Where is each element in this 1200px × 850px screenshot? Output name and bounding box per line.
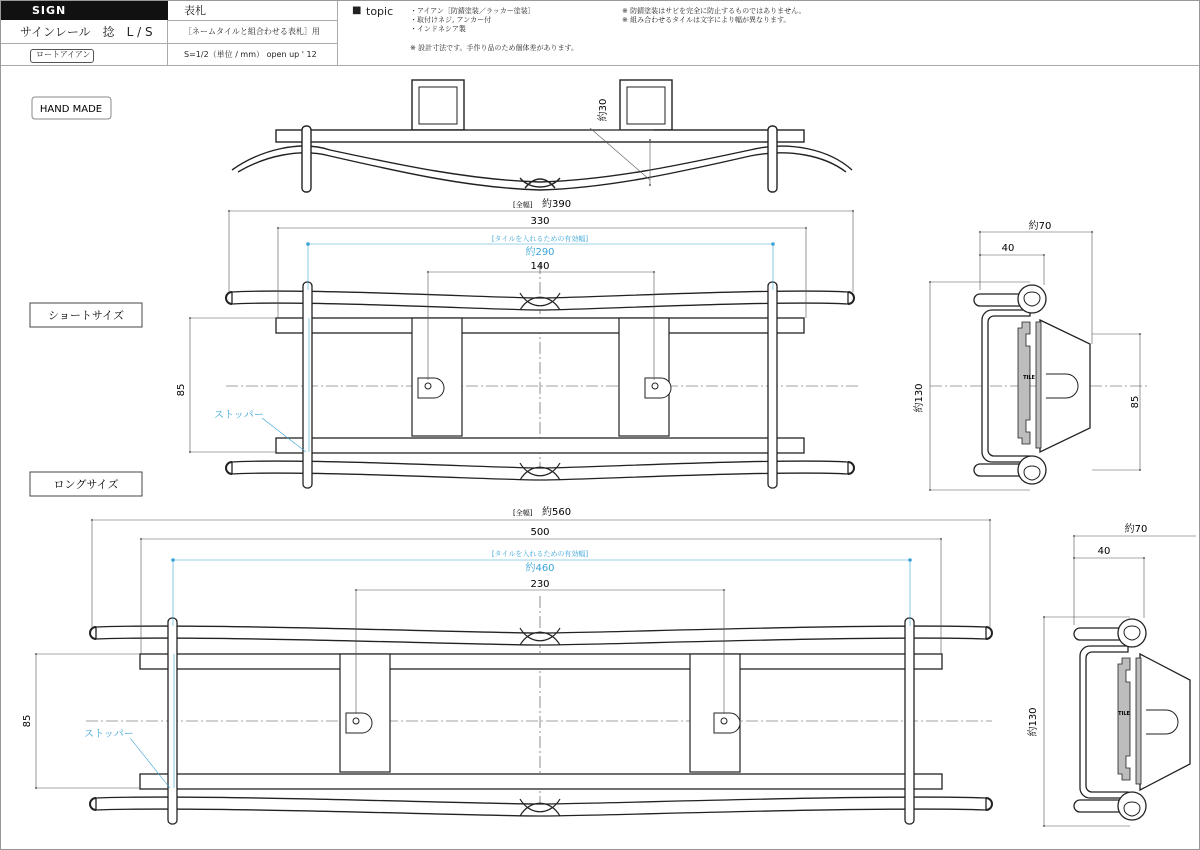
short-effective-dim: 約290 [525, 247, 555, 258]
short-dim-330: 330 [530, 216, 550, 227]
short-side-depth: 約70 [1028, 221, 1052, 232]
header-note: ※ 組み合わせるタイルは文字により幅が異なります。 [622, 16, 791, 24]
long-dim-500: 500 [530, 527, 550, 538]
long-tile-label: TILE [1118, 711, 1130, 717]
header-note: ※ 防錆塗装はサビを完全に防止するものではありません。 [622, 7, 806, 15]
stopper-post [905, 618, 914, 824]
item-type: 表札 [184, 4, 206, 17]
stopper-post [768, 282, 777, 488]
long-side-height: 約130 [1028, 707, 1039, 737]
scale-note: S=1/2（単位 / mm） open up ' 12 [184, 50, 317, 59]
item-note: ［ネームタイルと組合わせる表札］用 [184, 27, 320, 36]
short-overall-dim: 約390 [542, 199, 572, 210]
short-side-40: 40 [1001, 243, 1015, 254]
topic-marker: ■ [352, 5, 362, 16]
topic-note: ※ 設計寸法です。手作り品のため個体差があります。 [410, 44, 578, 52]
short-stopper-label: ストッパー [214, 410, 264, 421]
top-view [232, 80, 852, 192]
long-stopper-label: ストッパー [84, 729, 134, 740]
short-side-height: 約130 [914, 383, 925, 413]
twist-detail [520, 178, 560, 188]
short-size-label: ショートサイズ [48, 309, 124, 322]
short-height-dim: 85 [176, 383, 187, 397]
long-effective-dim: 約460 [525, 563, 555, 574]
topic-item: ・取付けネジ, アンカー付 [410, 16, 492, 24]
topic-item: ・アイアン［防錆塗装／ラッカー塗装］ [410, 7, 535, 15]
short-effective-label: [タイルを入れるための有効幅] [491, 235, 589, 243]
category-title: SIGN [32, 4, 67, 17]
tile-plate-top [276, 318, 804, 333]
topic-label: topic [366, 5, 394, 18]
tile-slot [1118, 658, 1130, 780]
short-side-view [930, 232, 1150, 490]
product-name: サインレール 捻 L / S [20, 25, 153, 39]
screw-hole [645, 378, 671, 398]
short-tile-label: TILE [1023, 375, 1035, 381]
long-effective-label: [タイルを入れるための有効幅] [491, 550, 589, 558]
tile-plate-bottom [140, 774, 942, 789]
material-badge-label: ロートアイアン [36, 50, 91, 59]
long-side-view [1044, 536, 1196, 826]
long-overall-prefix: [全幅] [513, 509, 533, 517]
stopper-post [302, 126, 311, 192]
long-height-dim: 85 [22, 714, 33, 728]
long-side-40: 40 [1097, 546, 1111, 557]
stopper-post [768, 126, 777, 192]
short-overall-prefix: [全幅] [513, 201, 533, 209]
stopper-post [168, 618, 177, 824]
tile-slot [1018, 322, 1030, 444]
short-side-85: 85 [1130, 395, 1141, 409]
top-plate [276, 130, 804, 142]
tile-plate-bottom [276, 438, 804, 453]
long-hole-spacing: 230 [530, 579, 550, 590]
bottom-rail [96, 797, 986, 816]
top-rail [232, 146, 852, 182]
long-overall-dim: 約560 [542, 507, 572, 518]
stopper-post [303, 282, 312, 488]
hand-made-label: HAND MADE [39, 104, 103, 115]
mount-bracket [412, 318, 462, 436]
long-front-view [36, 520, 992, 824]
dim-label-bracket: 約30 [598, 98, 609, 122]
tile-plate-top [140, 654, 942, 669]
screw-hole [714, 713, 740, 733]
screw-hole [418, 378, 444, 398]
top-rail [96, 626, 986, 645]
long-size-label: ロングサイズ [53, 478, 119, 491]
topic-item: ・インドネシア製 [410, 25, 466, 33]
short-hole-spacing: 140 [530, 261, 550, 272]
mount-bracket [619, 318, 669, 436]
screw-hole [346, 713, 372, 733]
long-side-depth: 約70 [1124, 524, 1148, 535]
